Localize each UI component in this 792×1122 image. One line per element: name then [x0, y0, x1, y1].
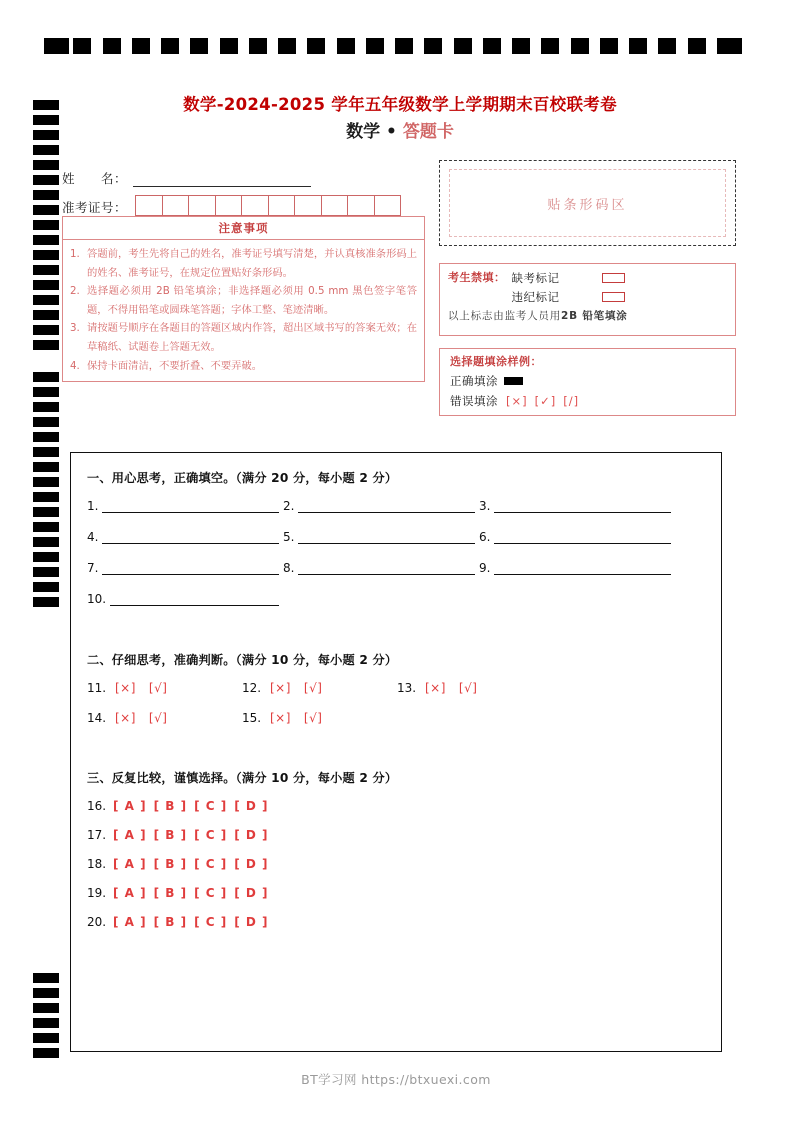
notice-list — [63, 240, 424, 381]
timing-mark — [33, 477, 59, 487]
name-row — [62, 163, 422, 187]
notice-title: 注意事项 — [63, 217, 424, 240]
exam-id-cell[interactable] — [242, 196, 269, 215]
timing-mark — [33, 1018, 59, 1028]
choice-row — [87, 915, 705, 929]
wrong-fill-mark: [×] — [506, 394, 528, 408]
judge-option-bubble[interactable]: [×] — [115, 711, 136, 725]
timing-mark — [33, 175, 59, 185]
judge-option-bubble[interactable]: [×] — [270, 711, 291, 725]
timing-mark — [249, 38, 267, 54]
fill-blank-item — [479, 499, 675, 513]
notice-item — [70, 357, 417, 376]
identity-block — [62, 163, 422, 216]
timing-mark — [33, 462, 59, 472]
timing-mark — [395, 38, 413, 54]
fill-blank-item — [87, 592, 283, 606]
exam-id-cell[interactable] — [189, 196, 216, 215]
question-number: 15. — [242, 711, 262, 725]
fill-blank-item — [283, 499, 479, 513]
exam-id-label: 准考证号： — [62, 200, 128, 215]
answer-blank-line[interactable] — [102, 500, 279, 513]
timing-mark — [33, 145, 59, 155]
timing-mark — [73, 38, 91, 54]
question-number: 3. — [479, 499, 491, 513]
exam-id-cell[interactable] — [348, 196, 375, 215]
answer-blank-line[interactable] — [110, 593, 279, 606]
timing-mark — [33, 417, 59, 427]
answer-blank-line[interactable] — [494, 500, 671, 513]
proctor-marks-grid — [448, 268, 727, 306]
timing-mark — [220, 38, 238, 54]
answer-blank-line[interactable] — [102, 562, 279, 575]
timing-mark — [512, 38, 530, 54]
notice-item — [70, 319, 417, 356]
notice-item-number: 2. — [70, 285, 80, 298]
choice-option-bubble[interactable]: [ C ] — [194, 857, 228, 871]
choice-option-bubble[interactable]: [ A ] — [113, 799, 147, 813]
choice-option-bubble[interactable]: [ D ] — [234, 915, 269, 929]
timing-mark — [658, 38, 676, 54]
timing-mark — [33, 130, 59, 140]
notice-item — [70, 282, 417, 319]
exam-id-input[interactable] — [135, 195, 401, 216]
correct-fill-label: 正确填涂 — [450, 374, 498, 388]
timing-marks-top — [44, 38, 746, 54]
question-number: 14. — [87, 711, 107, 725]
fill-blank-item — [87, 499, 283, 513]
absent-mark-checkbox[interactable] — [602, 273, 625, 283]
question-number: 16. — [87, 799, 107, 813]
timing-mark — [33, 522, 59, 532]
answer-blank-line[interactable] — [494, 562, 671, 575]
question-number: 8. — [283, 561, 295, 575]
question-number: 17. — [87, 828, 107, 842]
notice-item-number: 1. — [70, 248, 80, 260]
answer-area — [70, 452, 722, 1052]
timing-mark — [454, 38, 472, 54]
timing-mark — [161, 38, 179, 54]
timing-mark — [33, 205, 59, 215]
timing-mark — [33, 280, 59, 290]
choice-option-bubble[interactable]: [ C ] — [194, 828, 228, 842]
answer-blank-line[interactable] — [298, 562, 475, 575]
section-gap — [87, 623, 705, 651]
question-number: 20. — [87, 915, 107, 929]
timing-mark — [424, 38, 442, 54]
fill-blank-item — [283, 561, 479, 575]
timing-mark — [33, 582, 59, 592]
section-heading: 二、仔细思考，准确判断。（满分 10 分，每小题 2 分） — [87, 653, 398, 667]
notice-item — [70, 245, 417, 282]
choice-row — [87, 799, 705, 813]
timing-mark — [33, 160, 59, 170]
notice-item-number: 4. — [70, 359, 80, 372]
timing-mark — [33, 1048, 59, 1058]
proctor-label: 考生禁填： — [448, 271, 506, 284]
timing-mark — [33, 447, 59, 457]
question-number: 1. — [87, 499, 99, 513]
barcode-inner-frame — [449, 169, 726, 236]
choice-option-bubble[interactable]: [ A ] — [113, 886, 147, 900]
choice-option-bubble[interactable]: [ A ] — [113, 857, 147, 871]
section-heading: 三、反复比较，谨慎选择。（满分 10 分，每小题 2 分） — [87, 771, 398, 785]
timing-mark — [33, 235, 59, 245]
choice-row — [87, 828, 705, 842]
timing-mark — [103, 38, 121, 54]
proctor-footnote-pre: 以上标志由监考人员用 — [448, 310, 561, 322]
fill-blank-row — [87, 592, 705, 606]
timing-marks-left — [33, 0, 59, 1122]
correct-fill-swatch-icon — [504, 377, 523, 385]
choice-option-bubble[interactable]: [ A ] — [113, 915, 147, 929]
choice-option-bubble[interactable]: [ D ] — [234, 857, 269, 871]
timing-mark — [33, 507, 59, 517]
exam-id-cell[interactable] — [295, 196, 322, 215]
section-heading: 一、用心思考，正确填空。（满分 20 分，每小题 2 分） — [87, 471, 398, 485]
timing-mark — [33, 325, 59, 335]
timing-mark — [688, 38, 706, 54]
timing-mark — [132, 38, 150, 54]
answer-blank-line[interactable] — [298, 531, 475, 544]
answer-blank-line[interactable] — [298, 500, 475, 513]
question-number: 19. — [87, 886, 107, 900]
timing-mark — [600, 38, 618, 54]
fill-sample-title: 选择题填涂样例： — [450, 355, 542, 368]
choice-option-bubble[interactable]: [ D ] — [234, 828, 269, 842]
name-label: 姓 名： — [62, 171, 128, 186]
judge-option-bubble[interactable]: [×] — [270, 681, 291, 695]
timing-mark — [33, 552, 59, 562]
timing-mark — [33, 220, 59, 230]
subtitle-subject: 数学 • — [346, 122, 397, 142]
wrong-fill-mark: [/] — [563, 394, 580, 408]
judge-option-bubble[interactable]: [×] — [425, 681, 446, 695]
choice-option-bubble[interactable]: [ D ] — [234, 886, 269, 900]
notice-item-text: 答题前，考生先将自己的姓名，准考证号填写清楚，并认真核准条形码上的姓名、准考证号，在规定位置贴好条形码。 — [87, 248, 417, 279]
proctor-footnote-bold: 2B 铅笔填涂 — [561, 310, 628, 322]
timing-mark — [33, 387, 59, 397]
fill-blank-item — [87, 561, 283, 575]
timing-mark — [33, 372, 59, 382]
answer-blank-line[interactable] — [494, 531, 671, 544]
timing-mark — [33, 190, 59, 200]
subtitle-answer-card: 答题卡 — [402, 122, 454, 142]
name-input[interactable] — [133, 171, 311, 187]
timing-mark — [33, 597, 59, 607]
proctor-footnote — [448, 308, 727, 323]
fill-blank-item — [479, 530, 675, 544]
timing-mark — [33, 492, 59, 502]
judge-row — [87, 711, 705, 725]
timing-mark — [33, 567, 59, 577]
timing-mark — [190, 38, 208, 54]
question-number: 13. — [397, 681, 417, 695]
judge-option-bubble[interactable]: [√] — [148, 711, 168, 725]
timing-mark — [307, 38, 325, 54]
question-number: 4. — [87, 530, 99, 544]
question-number: 12. — [242, 681, 262, 695]
violation-mark-label: 违纪标记 — [511, 289, 560, 304]
timing-mark — [366, 38, 384, 54]
choice-option-bubble[interactable]: [ D ] — [234, 799, 269, 813]
fill-blank-item — [283, 530, 479, 544]
proctor-mark-items — [512, 268, 625, 306]
exam-id-row — [62, 192, 422, 216]
footer-watermark: BT学习网 https://btxuexi.com — [301, 1072, 491, 1087]
question-number: 11. — [87, 681, 107, 695]
choice-row — [87, 857, 705, 871]
question-number: 9. — [479, 561, 491, 575]
timing-mark — [571, 38, 589, 54]
timing-mark — [33, 537, 59, 547]
timing-mark — [541, 38, 559, 54]
judge-row — [87, 681, 705, 695]
timing-mark — [33, 402, 59, 412]
choice-option-bubble[interactable]: [ B ] — [153, 857, 188, 871]
question-number: 7. — [87, 561, 99, 575]
judge-item — [242, 711, 397, 725]
wrong-fill-label: 错误填涂 — [450, 394, 498, 408]
violation-mark-row — [512, 287, 625, 306]
fill-blank-row — [87, 499, 705, 513]
question-number: 2. — [283, 499, 295, 513]
absent-mark-row — [512, 268, 625, 287]
question-number: 10. — [87, 592, 107, 606]
timing-mark — [33, 265, 59, 275]
violation-mark-checkbox[interactable] — [602, 292, 625, 302]
question-number: 18. — [87, 857, 107, 871]
timing-mark — [629, 38, 647, 54]
timing-mark — [337, 38, 355, 54]
judge-option-bubble[interactable]: [√] — [148, 681, 168, 695]
wrong-fill-marks — [506, 391, 586, 411]
timing-mark — [33, 988, 59, 998]
choice-option-bubble[interactable]: [ B ] — [153, 828, 188, 842]
fill-blank-item — [87, 530, 283, 544]
exam-id-cell[interactable] — [322, 196, 349, 215]
judge-option-bubble[interactable]: [√] — [303, 681, 323, 695]
timing-mark — [33, 432, 59, 442]
document-title-block — [60, 94, 740, 144]
choice-option-bubble[interactable]: [ C ] — [194, 915, 228, 929]
timing-mark — [33, 1033, 59, 1043]
timing-mark — [33, 115, 59, 125]
absent-mark-label: 缺考标记 — [511, 270, 560, 285]
notice-item-number: 3. — [70, 322, 80, 335]
question-number: 6. — [479, 530, 491, 544]
wrong-fill-mark: [✓] — [534, 394, 557, 408]
section-gap — [87, 741, 705, 769]
judge-option-bubble[interactable]: [√] — [458, 681, 478, 695]
judge-option-bubble[interactable]: [√] — [303, 711, 323, 725]
answer-blank-line[interactable] — [102, 531, 279, 544]
timing-mark — [278, 38, 296, 54]
timing-mark — [483, 38, 501, 54]
choice-option-bubble[interactable]: [ C ] — [194, 799, 228, 813]
judge-item — [87, 681, 242, 695]
page-subtitle — [60, 120, 740, 144]
fill-blank-row — [87, 561, 705, 575]
notice-box — [62, 216, 425, 382]
timing-mark — [33, 250, 59, 260]
timing-mark — [33, 295, 59, 305]
fill-blank-item — [479, 561, 675, 575]
judge-item — [242, 681, 397, 695]
judge-item — [87, 711, 242, 725]
notice-item-text: 请按题号顺序在各题目的答题区域内作答，超出区域书写的答案无效；在草稿纸、试题卷上答题无效。 — [87, 322, 417, 353]
barcode-label: 贴条形码区 — [547, 197, 628, 213]
proctor-marks-box — [439, 263, 736, 336]
barcode-paste-area — [439, 160, 736, 246]
page-title: 数学-2024-2025 学年五年级数学上学期期末百校联考卷 — [183, 95, 617, 114]
choice-option-bubble[interactable]: [ B ] — [153, 915, 188, 929]
choice-row — [87, 886, 705, 900]
choice-option-bubble[interactable]: [ A ] — [113, 828, 147, 842]
exam-id-cell[interactable] — [163, 196, 190, 215]
exam-id-cell[interactable] — [216, 196, 243, 215]
fill-sample-box — [439, 348, 736, 416]
notice-item-text: 保持卡面清洁，不要折叠、不要弄破。 — [87, 359, 263, 372]
timing-mark — [33, 310, 59, 320]
choice-option-bubble[interactable]: [ C ] — [194, 886, 228, 900]
timing-mark — [33, 1003, 59, 1013]
exam-id-cell[interactable] — [375, 196, 402, 215]
notice-item-text: 选择题必须用 2B 铅笔填涂；非选择题必须用 0.5 mm 黑色签字笔答题，不得用铅笔或圆珠笔答题；字体工整、笔迹清晰。 — [87, 285, 417, 316]
timing-mark — [717, 38, 742, 54]
fill-blank-row — [87, 530, 705, 544]
timing-mark — [33, 340, 59, 350]
choice-option-bubble[interactable]: [ B ] — [153, 799, 188, 813]
choice-option-bubble[interactable]: [ B ] — [153, 886, 188, 900]
exam-id-cell[interactable] — [136, 196, 163, 215]
wrong-fill-row — [450, 391, 725, 411]
question-number: 5. — [283, 530, 295, 544]
judge-item — [397, 681, 552, 695]
timing-mark — [33, 973, 59, 983]
exam-id-cell[interactable] — [269, 196, 296, 215]
judge-option-bubble[interactable]: [×] — [115, 681, 136, 695]
timing-mark — [33, 100, 59, 110]
correct-fill-row — [450, 371, 725, 391]
